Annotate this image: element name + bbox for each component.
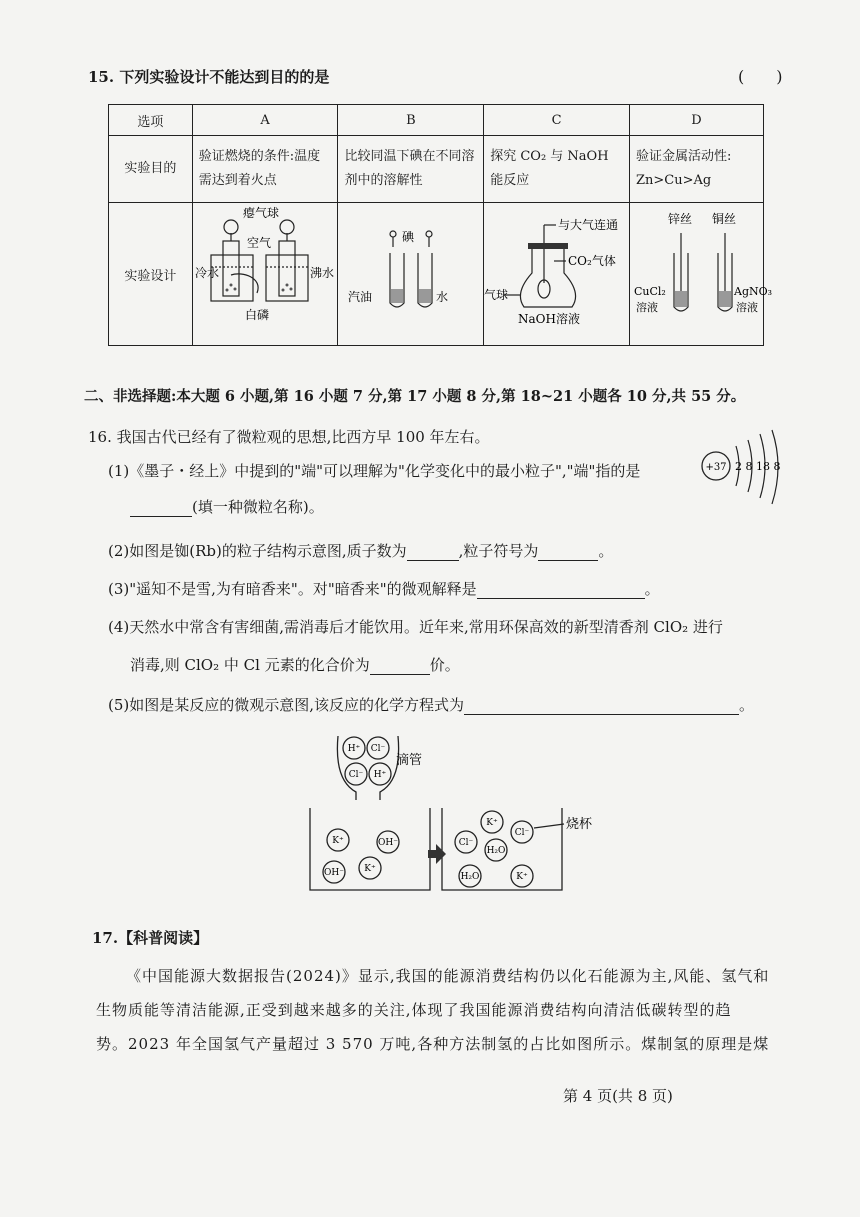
q16-part5 xyxy=(108,694,754,715)
ion-label: Cl⁻ xyxy=(348,770,364,780)
ion-label: Cl⁻ xyxy=(370,744,386,754)
q16-part2 xyxy=(108,540,613,561)
option-design-a xyxy=(192,203,338,346)
rb-atom-structure-diagram xyxy=(698,430,788,510)
q16-part1-blank[interactable] xyxy=(130,500,192,517)
q16-part4-line2 xyxy=(130,654,460,675)
q16-part4-blank[interactable] xyxy=(370,658,430,675)
option-purpose-d: 验证金属活动性: Zn>Cu>Ag xyxy=(630,136,764,203)
option-design-c xyxy=(484,203,630,346)
label-deflated-balloon: 瘪气球 xyxy=(242,206,279,220)
option-purpose-c: 探究 CO₂ 与 NaOH 能反应 xyxy=(484,136,630,203)
metal-activity-diagram xyxy=(630,203,773,341)
option-design-d xyxy=(630,203,773,346)
q16-part3 xyxy=(108,578,660,599)
label-atmosphere-connected: 与大气连通 xyxy=(558,218,619,232)
q16-part1-line1: (1)《墨子・经上》中提到的"端"可以理解为"化学变化中的最小粒子","端"指的是 xyxy=(108,462,641,480)
row-label-purpose: 实验目的 xyxy=(109,136,193,203)
q16-part5-b: 。 xyxy=(739,696,755,714)
label-agno3: AgNO₃ xyxy=(734,285,773,298)
label-cucl2-solution: 溶液 xyxy=(636,301,658,314)
q16-part2-b: ,粒子符号为 xyxy=(458,542,539,560)
q17-paragraph-line2: 生物质能等清洁能源,正受到越来越多的关注,体现了我国能源消费结构向清洁低碳转型的趋 xyxy=(96,1001,732,1019)
q16-part1-line2 xyxy=(130,496,324,517)
ion-label: K⁺ xyxy=(516,872,528,882)
q16-part5-blank[interactable] xyxy=(464,698,739,715)
option-letter-b: B xyxy=(338,105,484,136)
label-water: 水 xyxy=(436,290,449,304)
ion-label: Cl⁻ xyxy=(458,838,474,848)
label-air: 空气 xyxy=(246,236,271,250)
q16-stem: 16. 我国古代已经有了微粒观的思想,比西方早 100 年左右。 xyxy=(88,428,490,446)
label-zinc-wire: 锌丝 xyxy=(668,212,693,226)
q16-part3-blank[interactable] xyxy=(477,582,645,599)
ion-label: H⁺ xyxy=(347,744,361,754)
label-cold-water: 冷水 xyxy=(194,266,219,280)
section-2-heading: 二、非选择题:本大题 6 小题,第 16 小题 7 分,第 17 小题 8 分,第 18~21 小题各 10 分,共 55 分。 xyxy=(84,388,746,405)
label-copper-wire: 铜丝 xyxy=(712,212,737,226)
row-label-option: 选项 xyxy=(109,105,193,136)
label-beaker: 烧杯 xyxy=(566,817,593,832)
option-letter-a: A xyxy=(192,105,338,136)
label-naoh-solution: NaOH溶液 xyxy=(518,312,581,326)
label-white-phosphorus: 白磷 xyxy=(244,308,269,322)
combustion-apparatus-diagram xyxy=(193,203,334,341)
q16-part2-blank2[interactable] xyxy=(538,544,598,561)
option-purpose-b: 比较同温下碘在不同溶剂中的溶解性 xyxy=(338,136,484,203)
ion-label: H₂O xyxy=(460,872,480,882)
q16-part3-b: 。 xyxy=(644,580,660,598)
label-agno3-solution: 溶液 xyxy=(736,301,758,314)
q16-part1-tail: (填一种微粒名称)。 xyxy=(192,498,324,516)
iodine-solubility-diagram xyxy=(338,203,471,341)
option-letter-c: C xyxy=(484,105,630,136)
label-gasoline: 汽油 xyxy=(348,290,373,304)
co2-naoh-diagram xyxy=(484,203,617,341)
q16-part5-a: (5)如图是某反应的微观示意图,该反应的化学方程式为 xyxy=(108,696,465,714)
label-iodine: 碘 xyxy=(402,230,415,244)
ion-label: H⁺ xyxy=(373,770,387,780)
ion-label: OH⁻ xyxy=(378,838,398,848)
label-co2-gas: CO₂气体 xyxy=(568,254,617,268)
q17-paragraph-line1: 《中国能源大数据报告(2024)》显示,我国的能源消费结构仍以化石能源为主,风能、氢气和 xyxy=(126,967,770,985)
nucleus-charge: +37 xyxy=(705,462,727,473)
reaction-arrow-icon xyxy=(428,844,446,864)
option-purpose-a: 验证燃烧的条件:温度需达到着火点 xyxy=(192,136,338,203)
label-balloon: 气球 xyxy=(484,288,509,302)
ion-label: K⁺ xyxy=(364,864,376,874)
q15-options-table xyxy=(108,104,773,346)
q16-part3-a: (3)"遥知不是雪,为有暗香来"。对"暗香来"的微观解释是 xyxy=(108,580,477,598)
ion-label: OH⁻ xyxy=(324,868,344,878)
q16-part4-line1: (4)天然水中常含有害细菌,需消毒后才能饮用。近年来,常用环保高效的新型清香剂 ClO₂ 进行 xyxy=(108,618,723,636)
q15-answer-paren: ( ) xyxy=(738,67,783,86)
ion-label: Cl⁻ xyxy=(514,828,530,838)
q16-part2-a: (2)如图是铷(Rb)的粒子结构示意图,质子数为 xyxy=(108,542,407,560)
q17-paragraph-line3: 势。2023 年全国氢气产量超过 3 570 万吨,各种方法制氢的占比如图所示。煤制氢的原理是煤 xyxy=(96,1035,770,1053)
q16-part2-blank1[interactable] xyxy=(407,544,459,561)
q17-title: 17.【科普阅读】 xyxy=(92,929,209,947)
q15-stem: 15. 下列实验设计不能达到目的的是 xyxy=(88,68,330,86)
label-dropper: 滴管 xyxy=(396,753,423,768)
option-letter-d: D xyxy=(630,105,764,136)
electron-shells: 2 8 18 8 xyxy=(735,460,781,473)
ion-label: K⁺ xyxy=(486,818,498,828)
label-boiling-water: 沸水 xyxy=(309,266,334,280)
ion-label: H₂O xyxy=(486,846,506,856)
reaction-micro-diagram xyxy=(300,730,620,900)
ion-label: K⁺ xyxy=(332,836,344,846)
q16-part4-b: 消毒,则 ClO₂ 中 Cl 元素的化合价为 xyxy=(130,656,370,674)
q16-part2-c: 。 xyxy=(598,542,614,560)
page-footer: 第 4 页(共 8 页) xyxy=(563,1087,673,1105)
row-label-design: 实验设计 xyxy=(109,203,193,346)
q16-part4-c: 价。 xyxy=(429,656,460,674)
label-cucl2: CuCl₂ xyxy=(634,285,666,298)
option-design-b xyxy=(338,203,484,346)
